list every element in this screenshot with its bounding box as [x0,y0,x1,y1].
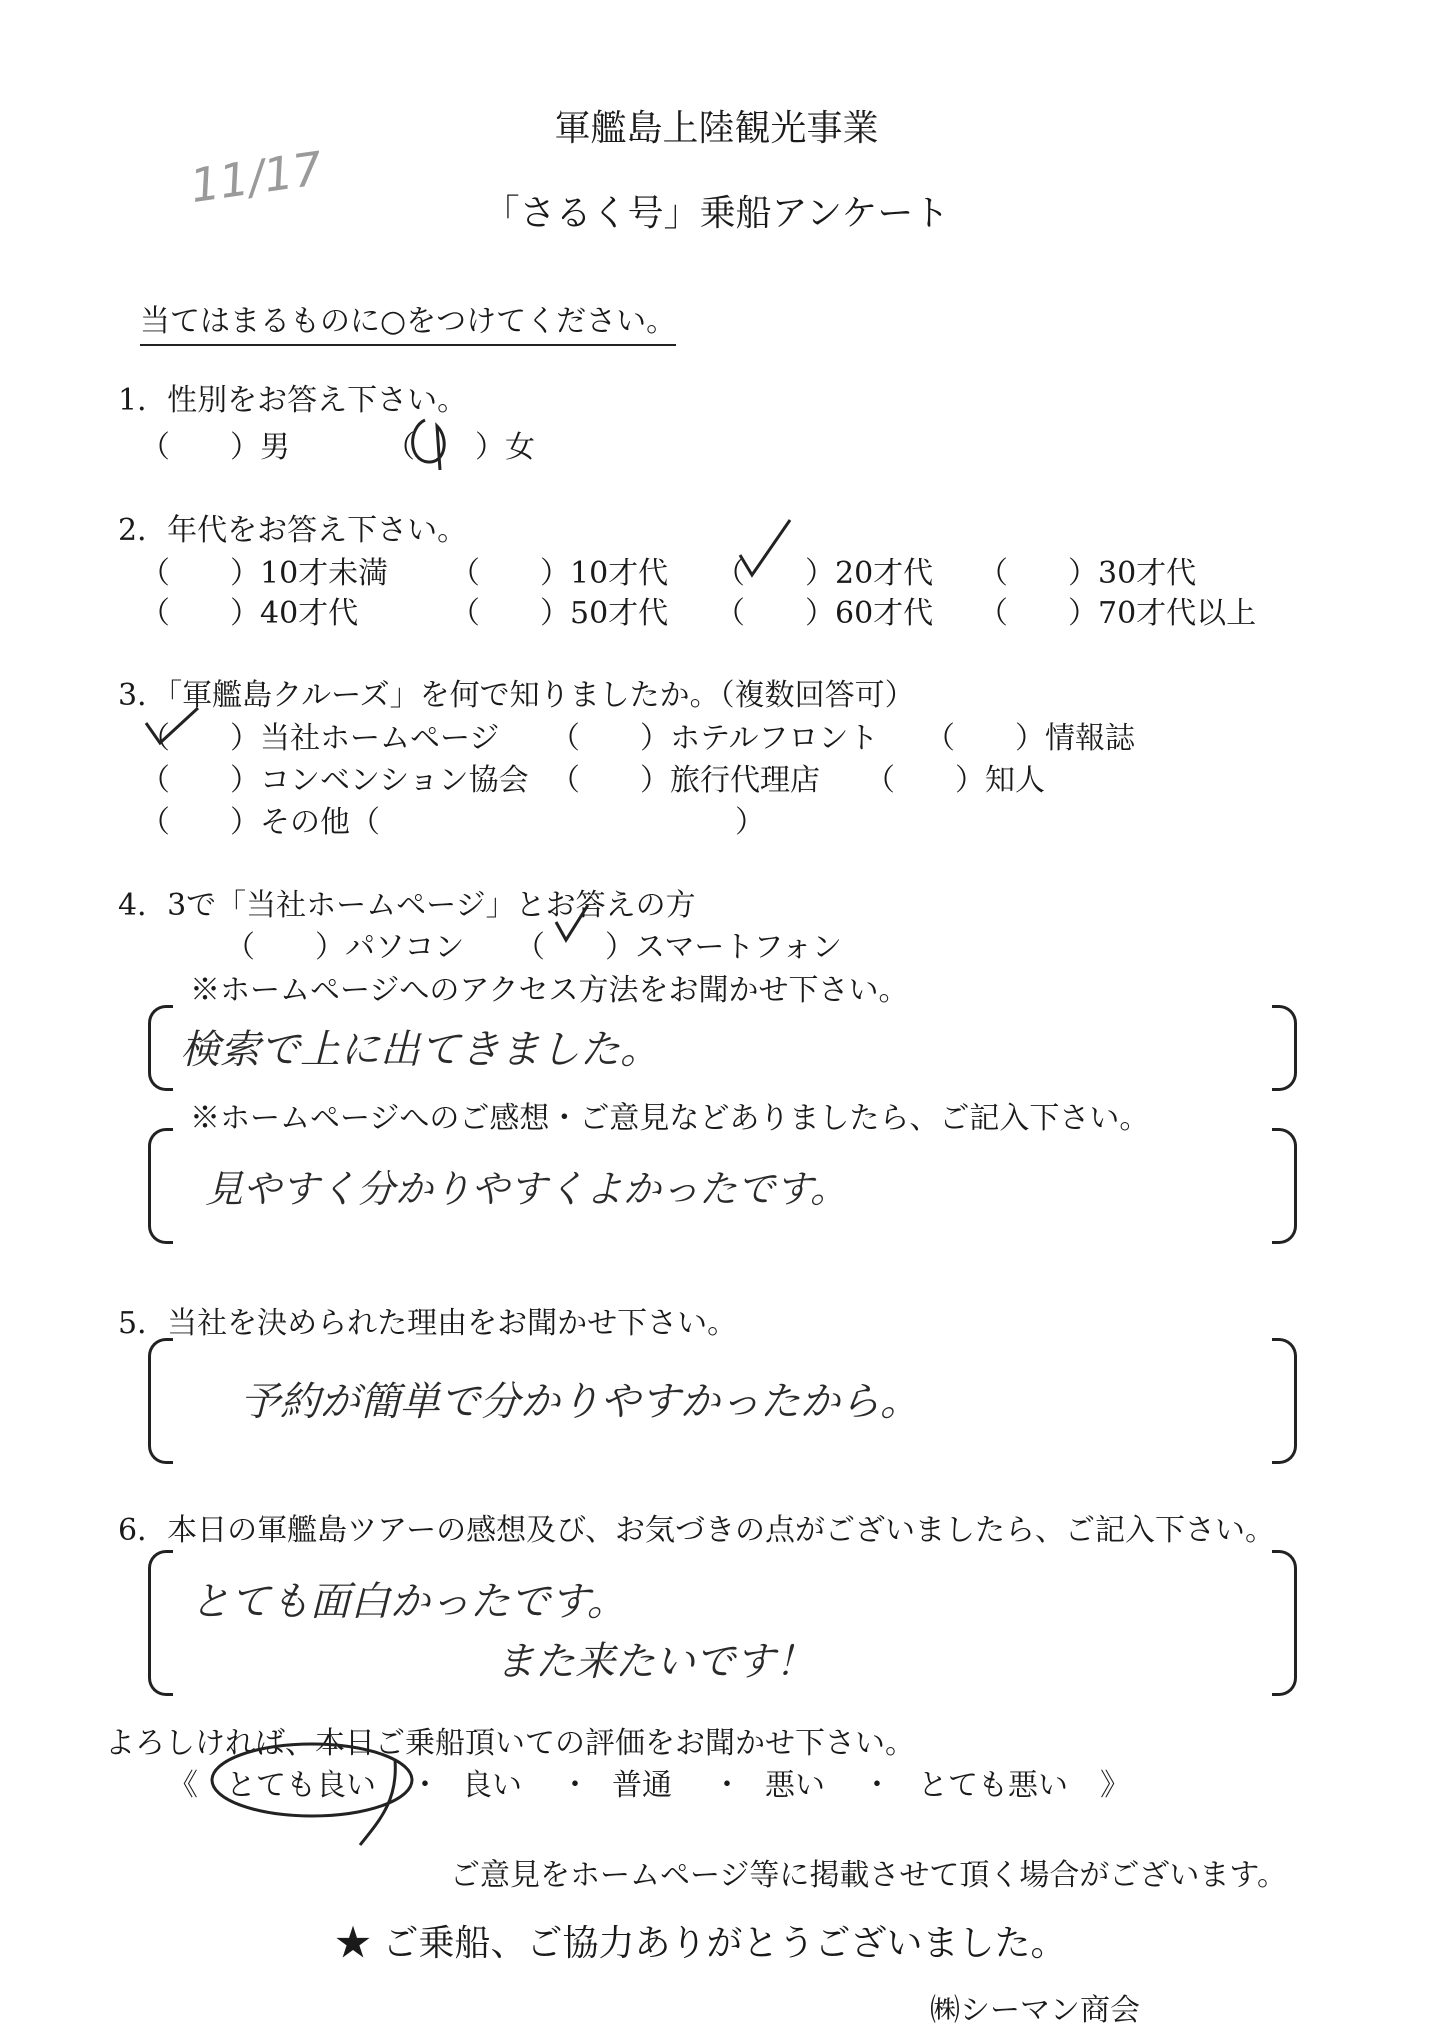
q4-access-box-right [1272,1005,1297,1091]
q3-option-travel-agency[interactable]: （ ）旅行代理店 [550,763,820,798]
q3-option-homepage[interactable]: （ ）当社ホームページ [140,721,500,756]
q2-option-30s[interactable]: （ ）30才代 [978,556,1197,591]
q3-other-close: ） [735,805,765,840]
q3-label: 3．「軍艦島クルーズ」を何で知りましたか。（複数回答可） [118,678,915,713]
q5-box-left [148,1338,173,1464]
q4-access-prompt: ※ホームページへのアクセス方法をお聞かせ下さい。 [190,973,909,1008]
q4-access-box-left [148,1005,173,1091]
page-subtitle: 「さるく号」乗船アンケート [483,193,950,234]
rating-option-very-bad[interactable]: とても悪い [918,1768,1068,1803]
q2-option-20s[interactable]: （ ）20才代 [715,556,934,591]
rating-sep: ・ [862,1768,892,1803]
q4-impression-answer[interactable]: 見やすく分かりやすくよかったです。 [205,1167,848,1211]
company-name: ㈱シーマン商会 [930,1993,1140,2028]
q3-option-convention[interactable]: （ ）コンベンション協会 [140,763,529,798]
q3-option-other[interactable]: （ ）その他（ [140,805,380,840]
q5-label: 5．当社を決められた理由をお聞かせ下さい。 [118,1306,738,1341]
q6-box-left [148,1550,173,1696]
rating-option-normal[interactable]: 普通 [612,1768,672,1803]
q2-option-10s[interactable]: （ ）10才代 [450,556,669,591]
q1-label: 1．性別をお答え下さい。 [118,383,468,418]
q2-option-70plus[interactable]: （ ）70才代以上 [978,596,1257,631]
rating-prompt: よろしければ、本日ご乗船頂いての評価をお聞かせ下さい。 [105,1726,915,1761]
q5-answer[interactable]: 予約が簡単で分かりやすかったから。 [240,1379,920,1425]
q1-option-female[interactable]: （ ）女 [385,430,535,465]
q1-option-male[interactable]: （ ）男 [140,430,290,465]
rating-sep: ・ [712,1768,742,1803]
q3-option-acquaintance[interactable]: （ ）知人 [865,763,1045,798]
rating-sep: ・ [410,1768,440,1803]
q3-option-magazine[interactable]: （ ）情報誌 [925,721,1135,756]
q4-access-answer[interactable]: 検索で上に出てきました。 [180,1027,660,1073]
q5-box-right [1272,1338,1297,1464]
instruction: 当てはまるものに○をつけてください。 [140,296,676,346]
rating-option-bad[interactable]: 悪い [765,1768,825,1803]
q6-answer-line1[interactable]: とても面白かったです。 [190,1579,627,1625]
q4-impression-prompt: ※ホームページへのご感想・ご意見などありましたら、ご記入下さい。 [190,1101,1150,1136]
rating-open: 《 [168,1768,198,1803]
handwritten-date: 11/17 [186,141,326,213]
thanks-message: ★ ご乗船、ご協力ありがとうございました。 [335,1923,1067,1964]
q6-answer-line2[interactable]: また来たいです！ [495,1639,815,1685]
q2-option-60s[interactable]: （ ）60才代 [715,596,934,631]
q4-impression-box-right [1272,1128,1297,1244]
rating-sep: ・ [560,1768,590,1803]
publication-notice: ご意見をホームページ等に掲載させて頂く場合がございます。 [450,1858,1287,1893]
page-title: 軍艦島上陸観光事業 [554,108,879,149]
rating-option-good[interactable]: 良い [462,1768,522,1803]
q2-option-under10[interactable]: （ ）10才未満 [140,556,389,591]
q6-box-right [1272,1550,1297,1696]
q2-option-50s[interactable]: （ ）50才代 [450,596,669,631]
q3-option-hotel-front[interactable]: （ ）ホテルフロント [550,721,879,756]
q2-option-40s[interactable]: （ ）40才代 [140,596,359,631]
q4-option-pc[interactable]: （ ）パソコン [225,930,465,965]
q2-label: 2．年代をお答え下さい。 [118,513,468,548]
q4-option-smartphone[interactable]: （ ）スマートフォン [515,930,842,965]
q4-impression-box-left [148,1128,173,1244]
q4-label: 4．3で「当社ホームページ」とお答えの方 [118,888,696,923]
q6-label: 6．本日の軍艦島ツアーの感想及び、お気づきの点がございましたら、ご記入下さい。 [118,1513,1275,1548]
rating-close: 》 [1100,1768,1130,1803]
rating-option-very-good[interactable]: とても良い [226,1768,376,1803]
